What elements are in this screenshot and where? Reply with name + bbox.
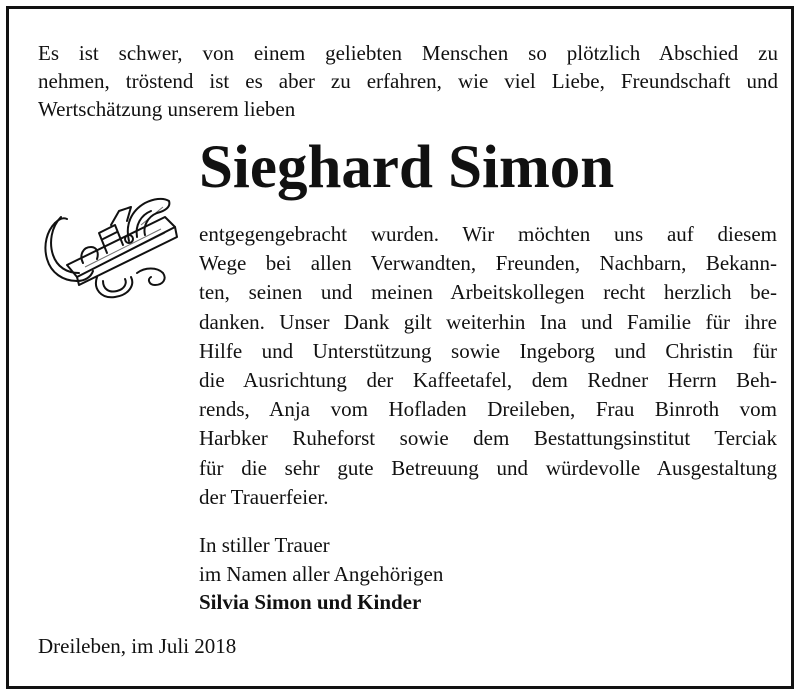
- deceased-name: Sieghard Simon: [199, 134, 615, 201]
- body-line: Hilfe und Unterstützung sowie Ingeborg und Christin für: [199, 338, 777, 363]
- body-line: rends, Anja vom Hofladen Dreileben, Frau Binroth vom: [199, 397, 777, 422]
- body-line: der Trauerfeier.: [199, 484, 329, 509]
- closing-block: [199, 531, 443, 617]
- signer-name: Silvia Simon und Kinder: [199, 590, 422, 614]
- body-line: danken. Unser Dank gilt weiterhin Ina und Familie für ihre: [199, 309, 777, 334]
- body-line: ten, seinen und meinen Arbeitskollegen recht herzlich be-: [199, 280, 777, 305]
- intro-paragraph: [38, 39, 778, 123]
- intro-line: Wertschätzung unserem lieben: [38, 97, 296, 121]
- intro-line: Es ist schwer, von einem geliebten Menschen so plötzlich Abschied zu: [38, 41, 778, 65]
- body-line: entgegengebracht wurden. Wir möchten uns auf diesem: [199, 222, 777, 246]
- closing-line-relatives: im Namen aller Angehörigen: [199, 561, 444, 586]
- intro-line: nehmen, tröstend ist es aber zu erfahren, wie viel Liebe, Freundschaft und: [38, 69, 778, 93]
- body-line: Wege bei allen Verwandten, Freunden, Nachbarn, Bekann-: [199, 251, 777, 276]
- closing-line-mourning: In stiller Trauer: [199, 533, 330, 557]
- hand-plane-icon: [37, 181, 183, 309]
- body-paragraph: [199, 220, 777, 512]
- body-line: für die sehr gute Betreuung und würdevolle Ausgestaltung: [199, 455, 777, 480]
- obituary-frame: [6, 6, 794, 689]
- place-date: Dreileben, im Juli 2018: [38, 634, 237, 658]
- body-line: die Ausrichtung der Kaffeetafel, dem Redner Herrn Beh-: [199, 368, 777, 393]
- body-line: Harbker Ruheforst sowie dem Bestattungsinstitut Terciak: [199, 426, 777, 451]
